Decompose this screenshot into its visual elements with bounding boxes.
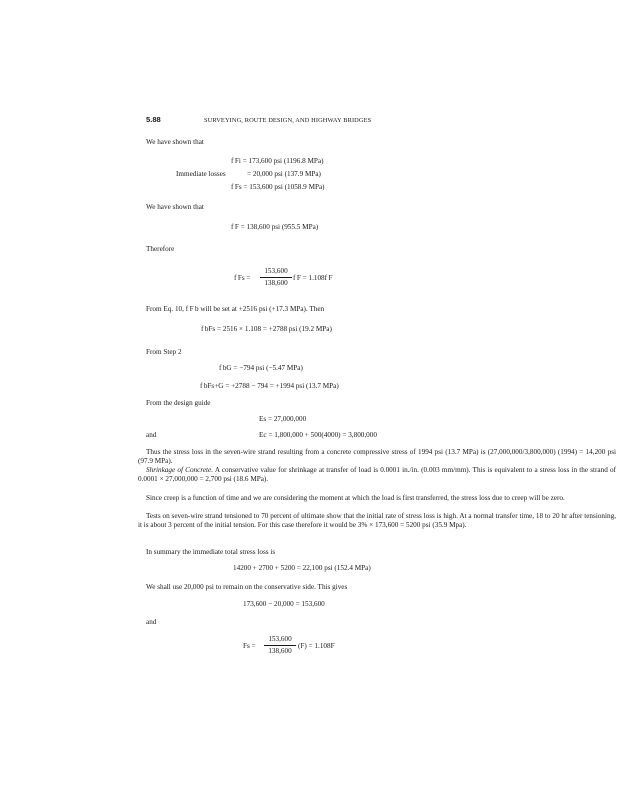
running-title: SURVEYING, ROUTE DESIGN, AND HIGHWAY BRIDGES xyxy=(204,117,372,124)
equation-final-numerator: 153,600 xyxy=(268,635,292,643)
paragraph: Since creep is a function of time and we are considering the moment at which the load is first transferred, the stress loss due to creep will be zero. xyxy=(146,494,565,502)
text-line: From the design guide xyxy=(146,399,211,407)
equation-final-rhs: (F) = 1.108F xyxy=(298,642,335,650)
equation-fb-g: f bG = −794 psi (−5.47 MPa) xyxy=(219,364,303,372)
equation-subtraction: 173,600 − 20,000 = 153,600 xyxy=(243,600,325,608)
text-line-and: and xyxy=(146,618,157,626)
equation-ratio-rhs: f F = 1.108f F xyxy=(293,274,333,282)
text-line: From Eq. 10, f F b will be set at +2516 psi (+17.3 MPa). Then xyxy=(146,305,325,313)
equation-ratio-denominator: 138,600 xyxy=(264,279,288,287)
paragraph: We shall use 20,000 psi to remain on the conservative side. This gives xyxy=(146,583,348,591)
page-number: 5.88 xyxy=(146,115,161,124)
paragraph: Tests on seven-wire strand tensioned to 70 percent of ultimate show that the initial rate of stress loss is high. At a normal transfer time, 18 to 20 hr after tensioning, it is about 3 percent of the initial tension. For this case therefore it would be 3% × 173,600 = 5200 psi (35.9 Mpa). xyxy=(138,512,616,529)
equation-final-lhs: Fs = xyxy=(243,642,256,650)
shrinkage-heading: Shrinkage of Concrete. xyxy=(146,466,214,474)
text-line-and: and xyxy=(146,431,157,439)
equation-ratio-numerator: 153,600 xyxy=(264,267,288,275)
text-line: From Step 2 xyxy=(146,348,182,356)
paragraph-shrinkage xyxy=(138,466,616,484)
equation-ffi: f Fi = 173,600 psi (1196.8 MPa) xyxy=(231,157,324,165)
equation-es: Es = 27,000,000 xyxy=(259,415,307,423)
equation-immediate-losses: = 20,000 psi (137.9 MPa) xyxy=(247,170,321,178)
equation-ffs: f Fs = 153,600 psi (1058.9 MPa) xyxy=(231,183,325,191)
equation-ratio-lhs: f Fs = xyxy=(234,274,251,282)
text-line: Therefore xyxy=(146,245,175,253)
fraction-bar xyxy=(264,645,296,646)
paragraph: In summary the immediate total stress loss is xyxy=(146,548,276,556)
paragraph: Thus the stress loss in the seven-wire strand resulting from a concrete compressive stress of 1994 psi (13.7 MPa) is (27,000,000/3,800,000) (1994) = 14,200 psi (97.9 MPa). xyxy=(138,448,616,465)
text-line: We have shown that xyxy=(146,138,204,146)
fraction-bar xyxy=(260,277,292,278)
equation-ff: f F = 138,600 psi (955.5 MPa) xyxy=(231,223,319,231)
equation-fb-fs: f bFs = 2516 × 1.108 = +2788 psi (19.2 MPa) xyxy=(201,325,332,333)
equation-ec: Ec = 1,800,000 + 500(4000) = 3,800,000 xyxy=(259,431,377,439)
text-line: We have shown that xyxy=(146,203,204,211)
paragraph-text: A conservative value for shrinkage at transfer of load is 0.0001 in./in. (0.003 mm/mm). This is equivalent to a stress loss in the strand of 0.0001 × 27,000,000 = 2,700 psi (18.6 MPa). xyxy=(138,466,616,483)
equation-fb-sum: f bFs+G = +2788 − 794 = +1994 psi (13.7 MPa) xyxy=(200,382,339,390)
equation-total: 14200 + 2700 + 5200 = 22,100 psi (152.4 MPa) xyxy=(233,564,371,572)
equation-final-denominator: 138,600 xyxy=(268,647,292,655)
equation-label-immediate-losses: Immediate losses xyxy=(176,170,226,178)
